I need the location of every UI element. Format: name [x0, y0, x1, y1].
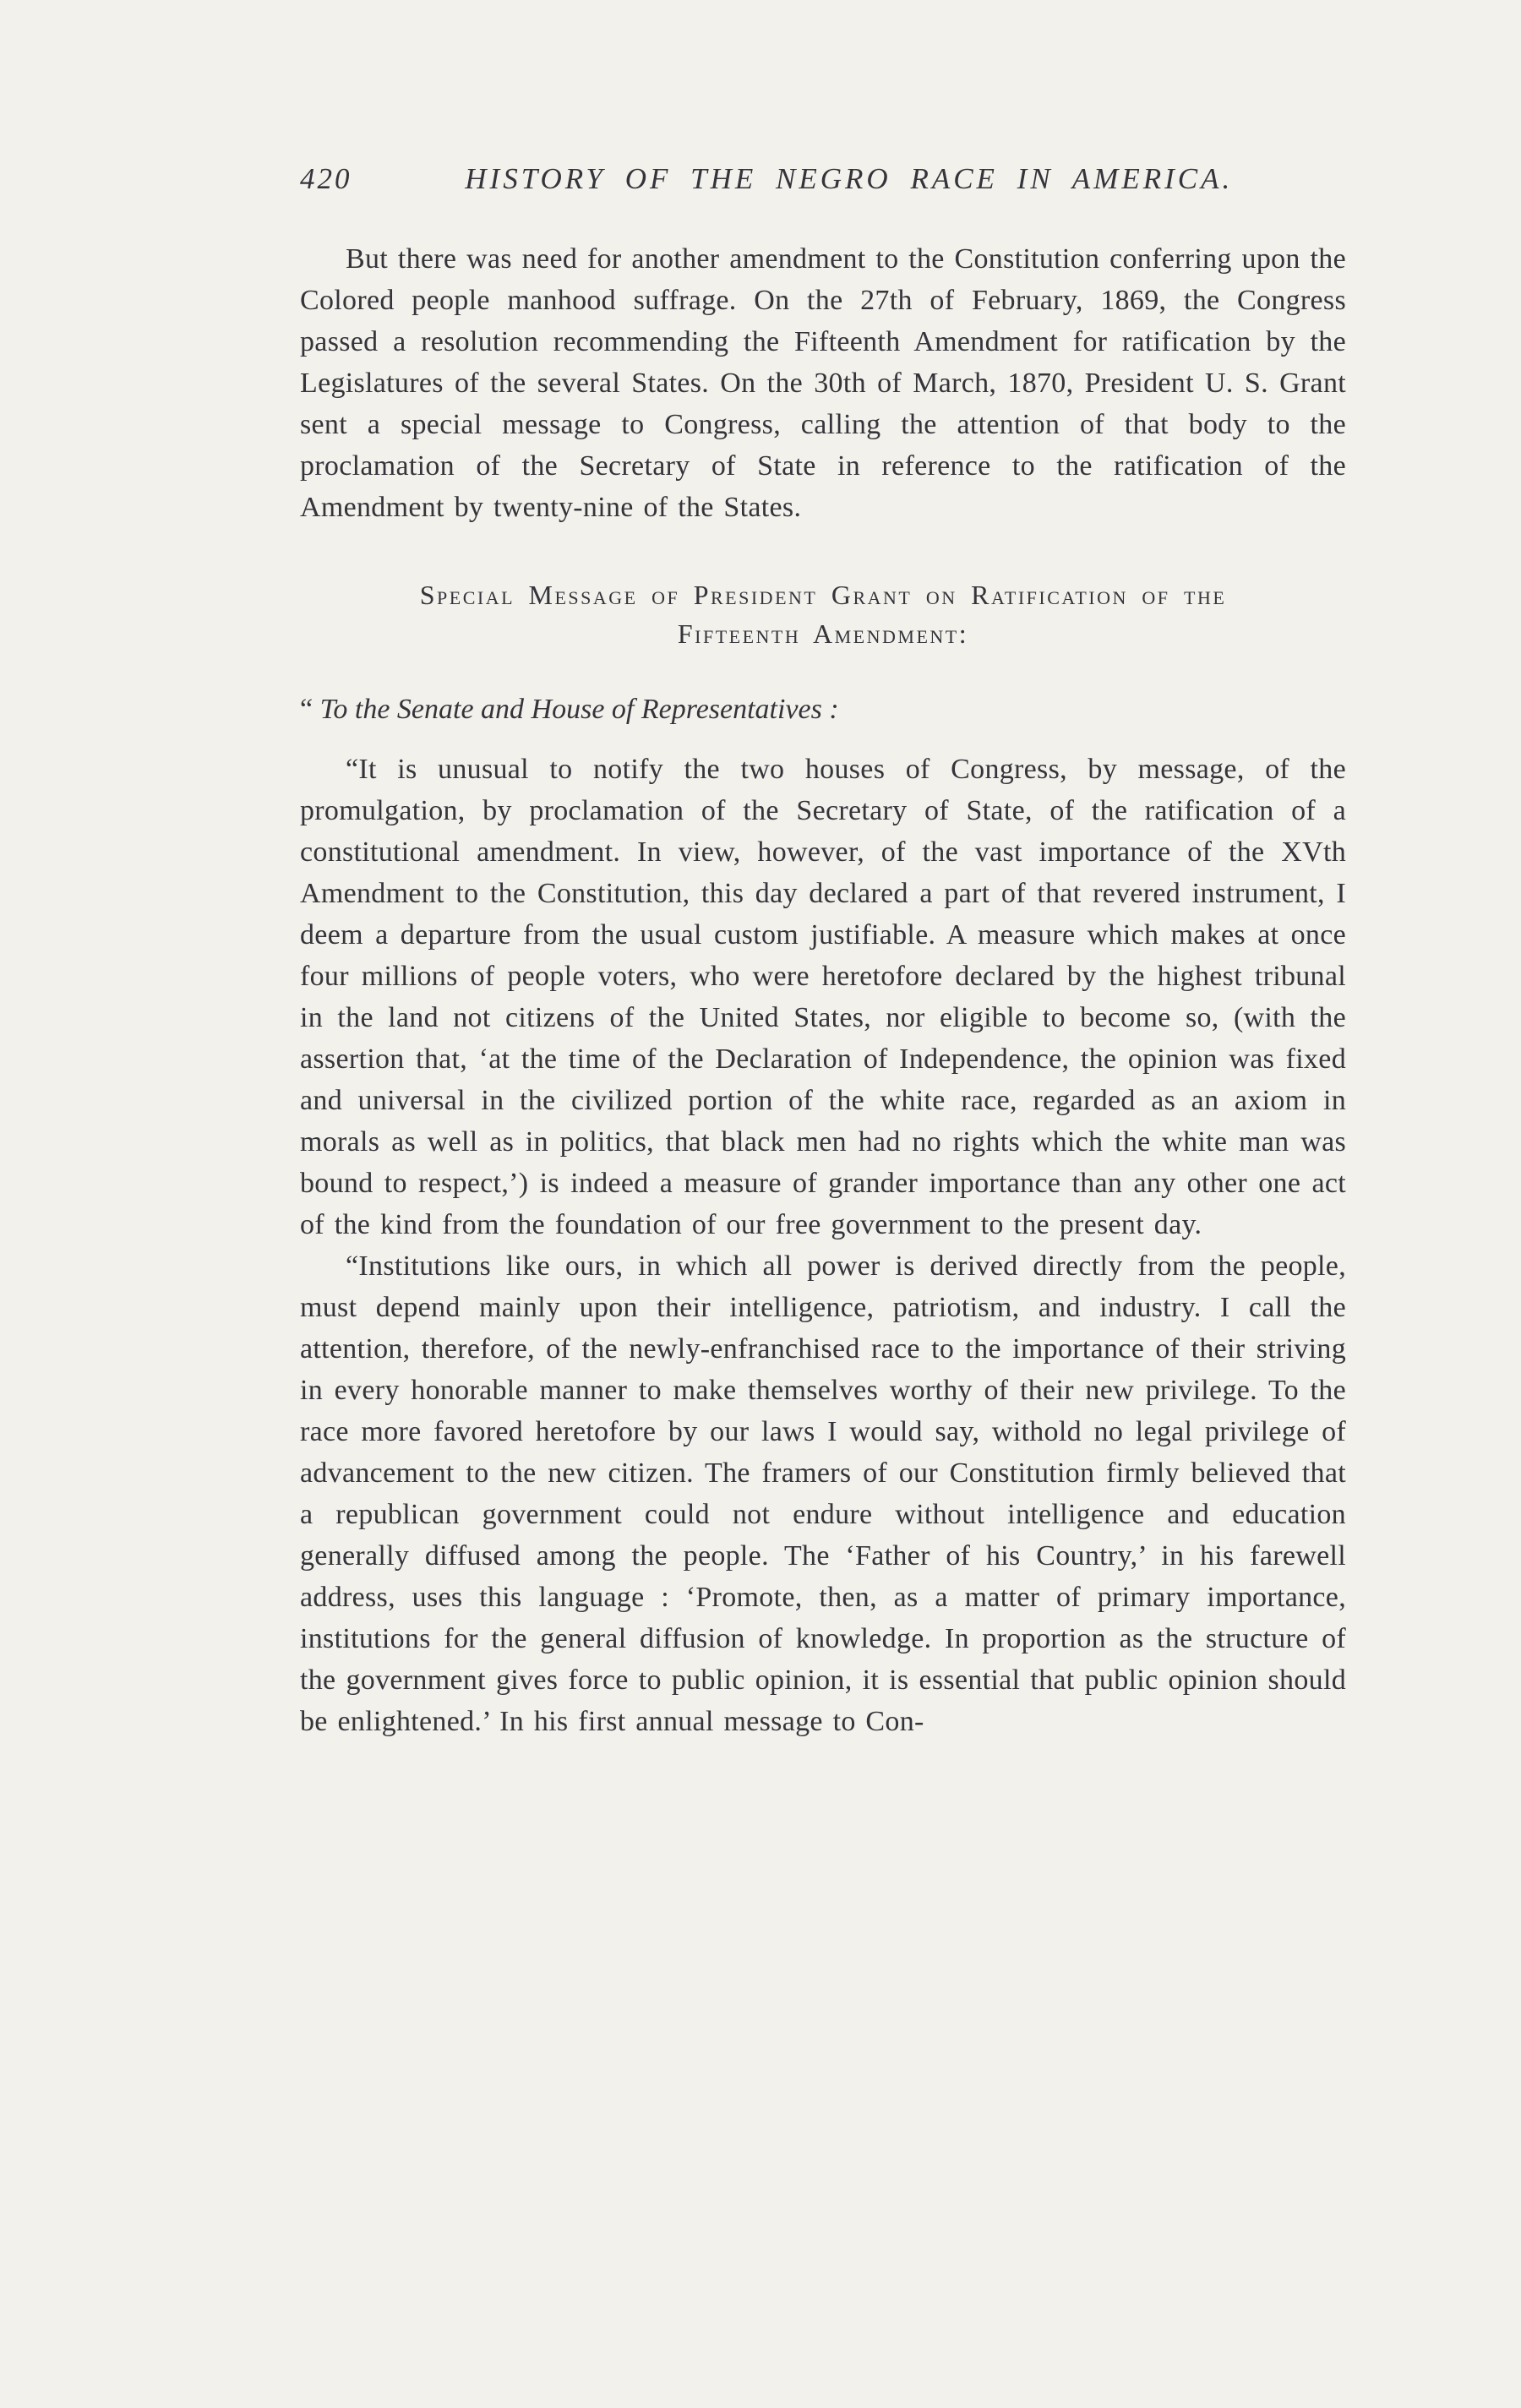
- page-number: 420: [300, 162, 352, 195]
- intro-paragraph: But there was need for another amendment to the Constitution conferring upon the Colored people manhood suffrage. On the 27th of February, 1869, the Congress passed a resolution recommending the Fifteenth Amendment for ratification by the Legislatures of the several States. On the 30th of March, 1870, President U. S. Grant sent a special message to Congress, calling the attention of that body to the proclamation of the Secretary of State in reference to the ratification of the Amendment by twenty-nine of the States.: [300, 243, 1346, 523]
- running-title: HISTORY OF THE NEGRO RACE IN AMERICA.: [465, 162, 1234, 195]
- section-heading-line-2: Fifteenth Amendment:: [677, 618, 969, 649]
- salutation-open-quote: “: [300, 694, 320, 725]
- text-block: [300, 162, 1346, 1742]
- salutation-text: To the Senate and House of Representatives :: [319, 694, 839, 725]
- salutation-line: [300, 689, 1346, 730]
- section-heading-line-1: Special Message of President Grant on Ratification of the: [419, 580, 1227, 610]
- message-paragraph-1: “It is unusual to notify the two houses of Congress, by message, of the promulgation, by proclamation of the Secretary of State, of the ratification of a constitutional amendment. In view, however, of the vast importance of the XVth Amendment to the Constitution, this day declared a part of that revered instrument, I deem a departure from the usual custom justifiable. A measure which makes at once four millions of people voters, who were heretofore declared by the highest tribunal in the land not citizens of the United States, nor eligible to become so, (with the assertion that, ‘at the time of the Declaration of Independence, the opinion was fixed and universal in the civilized portion of the white race, regarded as an axiom in morals as well as in politics, that black men had no rights which the white man was bound to respect,’) is indeed a measure of grander importance than any other one act of the kind from the foundation of our free government to the present day.: [300, 754, 1346, 1240]
- message-paragraph-2: “Institutions like ours, in which all power is derived directly from the people, must depend mainly upon their intelligence, patriotism, and industry. I call the attention, therefore, of the newly-enfranchised race to the importance of their striving in every honorable manner to make themselves worthy of their new privilege. To the race more favored heretofore by our laws I would say, withold no legal privilege of advancement to the new citizen. The framers of our Constitution firmly believed that a republican government could not endure without intelligence and education generally diffused among the people. The ‘Father of his Country,’ in his farewell address, uses this language : ‘Promote, then, as a matter of primary importance, institutions for the general diffusion of knowledge. In proportion as the structure of the government gives force to public opinion, it is essential that public opinion should be enlightened.’ In his first annual message to Con-: [300, 1250, 1346, 1737]
- section-heading: [300, 575, 1346, 653]
- page-header: [300, 162, 1346, 196]
